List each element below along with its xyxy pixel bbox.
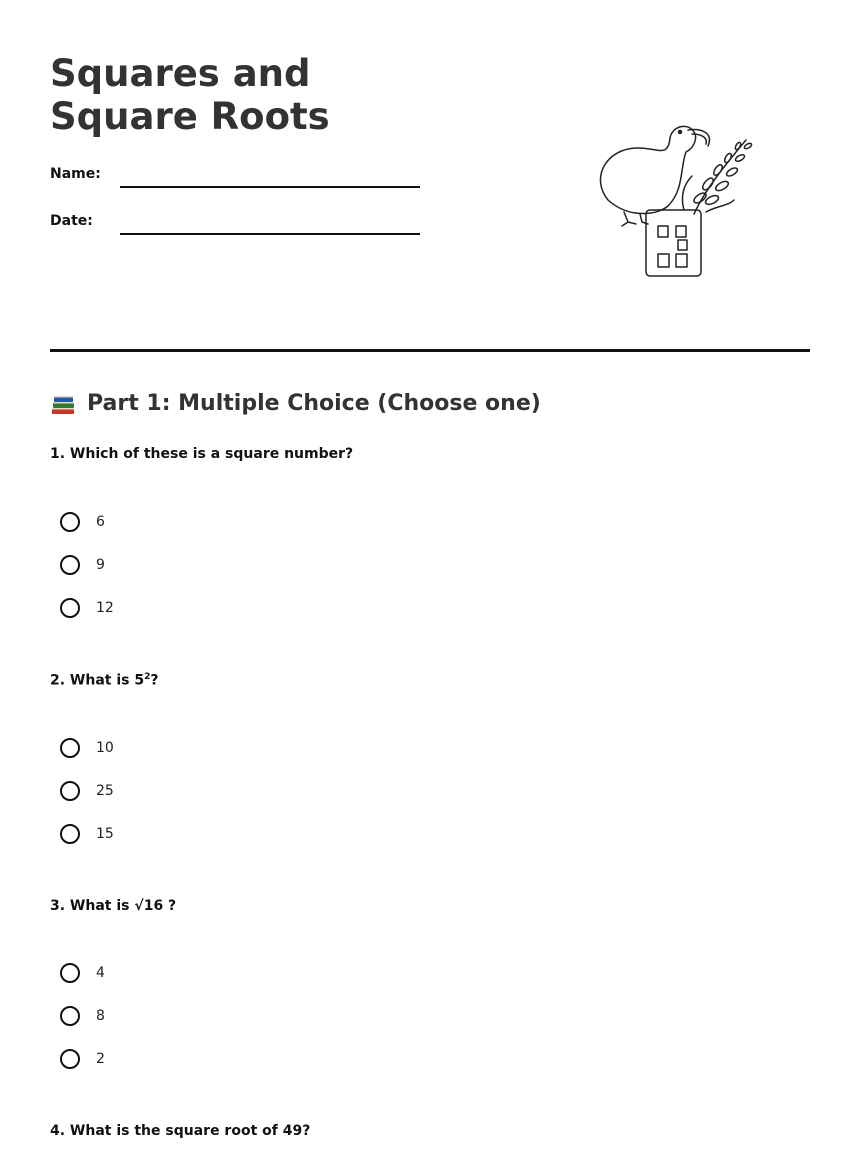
name-label: Name:	[50, 166, 101, 182]
question-2-suffix: ?	[150, 672, 159, 689]
question-1: 1. Which of these is a square number?	[50, 446, 354, 462]
question-1-option-2[interactable]	[60, 553, 105, 577]
option-label: 4	[96, 965, 105, 981]
part1-heading	[50, 388, 541, 420]
question-2-exponent: 2	[144, 672, 151, 682]
date-label: Date:	[50, 213, 93, 229]
radio-button[interactable]	[60, 738, 80, 758]
question-3-option-3[interactable]	[60, 1047, 105, 1071]
option-label: 2	[96, 1051, 105, 1067]
option-label: 12	[96, 600, 114, 616]
question-1-option-1[interactable]	[60, 510, 105, 534]
section-divider	[50, 349, 810, 352]
radio-button[interactable]	[60, 598, 80, 618]
question-3: 3. What is √16 ?	[50, 898, 177, 914]
option-label: 8	[96, 1008, 105, 1024]
question-2-text: 2. What is 5	[50, 672, 145, 689]
option-label: 25	[96, 783, 114, 799]
option-label: 9	[96, 557, 105, 573]
option-label: 15	[96, 826, 114, 842]
question-3-option-2[interactable]	[60, 1004, 105, 1028]
radio-button[interactable]	[60, 824, 80, 844]
radio-button[interactable]	[60, 1006, 80, 1026]
question-4: 4. What is the square root of 49?	[50, 1123, 311, 1139]
option-label: 6	[96, 514, 105, 530]
question-2-option-2[interactable]	[60, 779, 114, 803]
kiwi-bird-plant-illustration	[588, 118, 758, 283]
question-3-option-1[interactable]	[60, 961, 105, 985]
radio-button[interactable]	[60, 1049, 80, 1069]
option-label: 10	[96, 740, 114, 756]
question-1-option-3[interactable]	[60, 596, 114, 620]
radio-button[interactable]	[60, 555, 80, 575]
books-icon	[50, 391, 76, 417]
radio-button[interactable]	[60, 963, 80, 983]
question-2	[50, 672, 159, 689]
part1-heading-text: Part 1: Multiple Choice (Choose one)	[87, 391, 541, 416]
name-input-line[interactable]	[120, 186, 420, 188]
page-title: Squares and Square Roots	[50, 52, 330, 138]
radio-button[interactable]	[60, 512, 80, 532]
question-2-option-3[interactable]	[60, 822, 114, 846]
date-input-line[interactable]	[120, 233, 420, 235]
radio-button[interactable]	[60, 781, 80, 801]
question-2-option-1[interactable]	[60, 736, 114, 760]
